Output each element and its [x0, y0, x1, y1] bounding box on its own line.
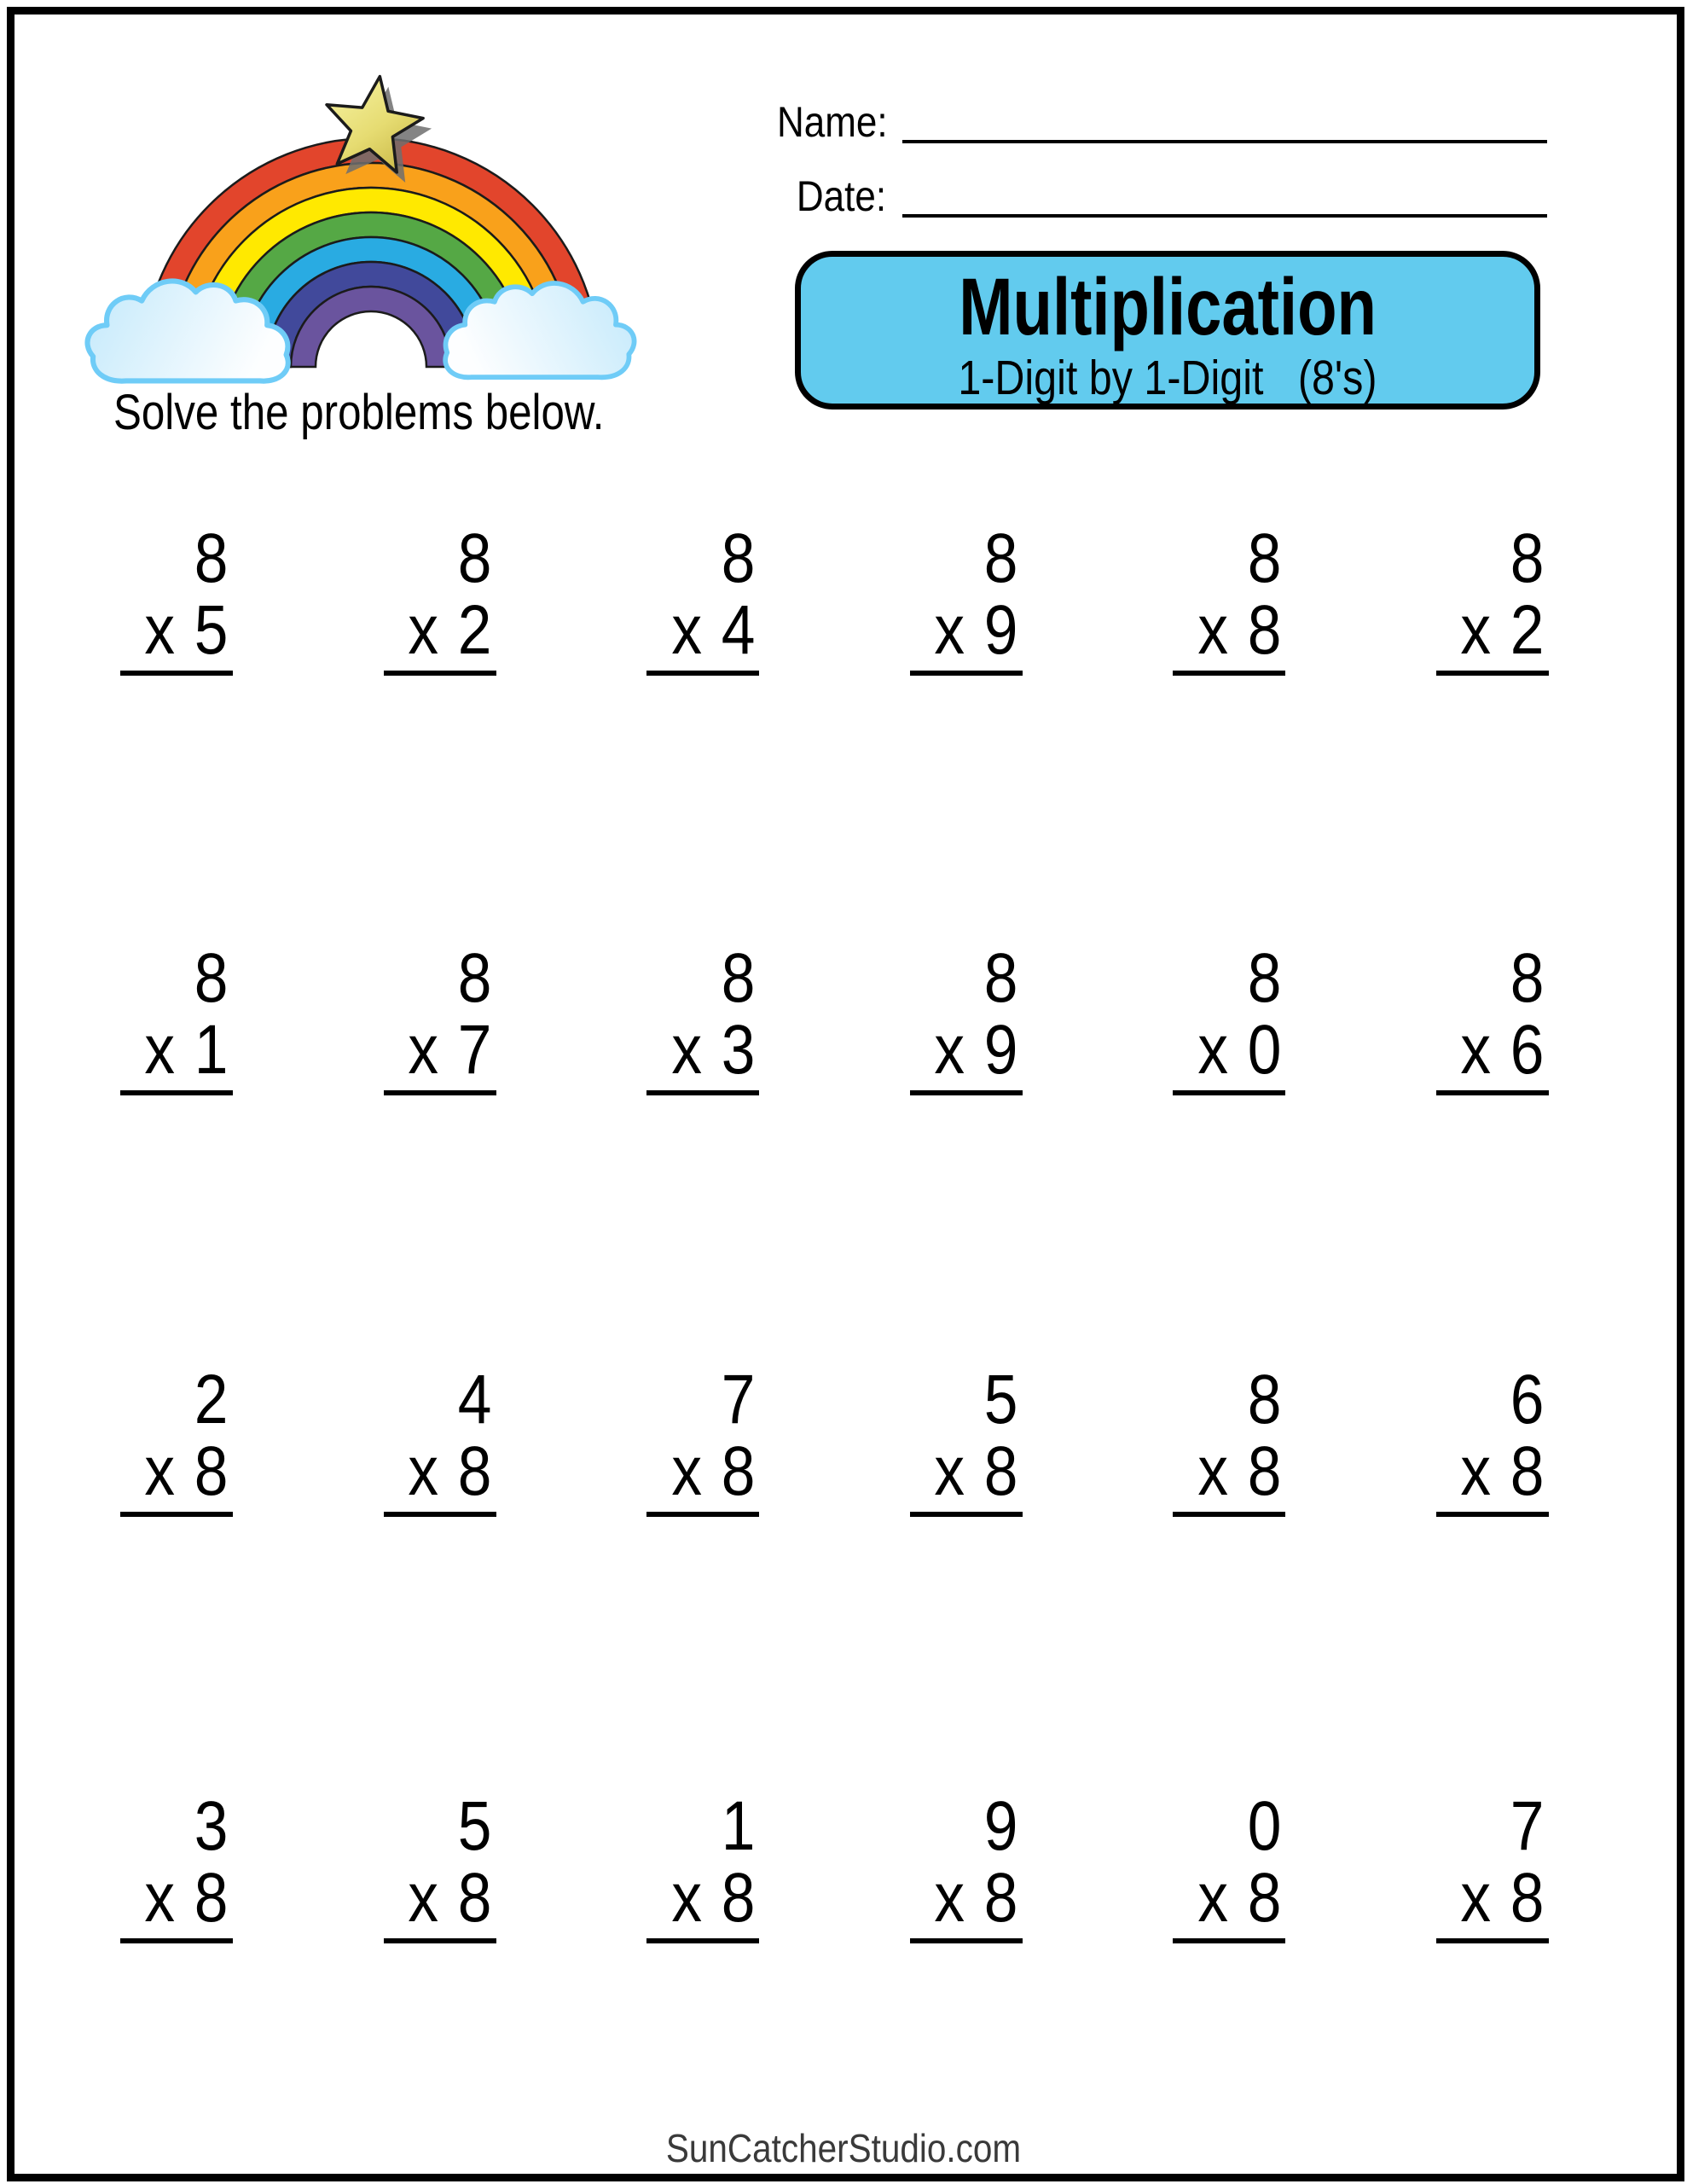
multiplier-row	[408, 1859, 496, 1937]
multiplicand: 5	[983, 1361, 1018, 1438]
problems-row	[120, 1787, 1549, 1943]
multiply-sign: x	[408, 1011, 439, 1089]
worksheet-subtitle: 1-Digit by 1-Digit (8's)	[958, 351, 1377, 405]
multiplication-problem	[1173, 520, 1285, 676]
multiplier: 8	[194, 1859, 229, 1937]
answer-line	[384, 1090, 496, 1095]
multiplier: 7	[457, 1011, 492, 1089]
multiplicand: 8	[983, 939, 1018, 1017]
multiply-sign: x	[934, 591, 965, 669]
multiply-sign: x	[144, 1859, 176, 1937]
multiply-sign: x	[934, 1432, 965, 1510]
multiplier-row	[934, 1859, 1023, 1937]
answer-line	[120, 1512, 233, 1517]
multiplier-row	[1460, 591, 1549, 669]
multiply-sign: x	[1460, 591, 1492, 669]
multiplier-row	[1197, 1011, 1285, 1089]
instruction-text: Solve the problems below.	[113, 385, 605, 440]
multiplication-problem	[646, 939, 759, 1095]
multiplication-problem	[910, 939, 1023, 1095]
multiplication-problem	[646, 1361, 759, 1517]
footer-site: SunCatcherStudio.com	[665, 2126, 1022, 2170]
answer-line	[384, 1512, 496, 1517]
multiplication-problem	[384, 939, 496, 1095]
multiplicand: 8	[1247, 1361, 1282, 1438]
multiplier-row	[1197, 1432, 1285, 1510]
multiply-sign: x	[408, 1859, 439, 1937]
answer-line	[384, 671, 496, 676]
multiplier-row	[670, 1432, 759, 1510]
multiplier-row	[934, 1432, 1023, 1510]
answer-line	[646, 671, 759, 676]
multiplicand: 8	[194, 520, 229, 597]
multiplicand: 1	[721, 1787, 755, 1865]
multiply-sign: x	[408, 591, 439, 669]
multiplication-problem	[1436, 1361, 1549, 1517]
multiplier: 8	[457, 1432, 492, 1510]
multiplicand: 8	[1510, 520, 1545, 597]
multiplier: 8	[1247, 591, 1282, 669]
multiplier: 8	[721, 1432, 755, 1510]
multiply-sign: x	[670, 1859, 702, 1937]
multiplicand: 8	[1247, 939, 1282, 1017]
multiplier-row	[1197, 1859, 1285, 1937]
multiplicand: 0	[1247, 1787, 1282, 1865]
answer-line	[910, 1090, 1023, 1095]
multiplication-problem	[1173, 1361, 1285, 1517]
answer-line	[120, 1938, 233, 1943]
multiplier: 9	[983, 591, 1018, 669]
multiplier-row	[408, 1432, 496, 1510]
answer-line	[1436, 1938, 1549, 1943]
answer-line	[120, 671, 233, 676]
answer-line	[910, 1512, 1023, 1517]
multiplication-problem	[1173, 939, 1285, 1095]
answer-line	[384, 1938, 496, 1943]
multiply-sign: x	[934, 1859, 965, 1937]
multiplicand: 8	[983, 520, 1018, 597]
answer-line	[646, 1512, 759, 1517]
multiply-sign: x	[144, 591, 176, 669]
multiplier: 4	[721, 591, 755, 669]
multiplier-row	[1460, 1011, 1549, 1089]
answer-line	[646, 1090, 759, 1095]
multiplier: 8	[721, 1859, 755, 1937]
answer-line	[120, 1090, 233, 1095]
multiply-sign: x	[1460, 1859, 1492, 1937]
multiplier: 8	[194, 1432, 229, 1510]
multiplier: 3	[721, 1011, 755, 1089]
multiplier: 1	[194, 1011, 229, 1089]
multiplication-problem	[120, 520, 233, 676]
multiplier: 6	[1510, 1011, 1545, 1089]
multiplier-row	[670, 591, 759, 669]
multiplication-problem	[910, 520, 1023, 676]
multiply-sign: x	[934, 1011, 965, 1089]
answer-line	[1173, 671, 1285, 676]
multiplier: 8	[457, 1859, 492, 1937]
answer-line	[1173, 1090, 1285, 1095]
multiplier: 9	[983, 1011, 1018, 1089]
multiplier-row	[144, 1859, 233, 1937]
multiply-sign: x	[408, 1432, 439, 1510]
multiplier-row	[144, 1011, 233, 1089]
multiplier: 5	[194, 591, 229, 669]
multiplier: 8	[1247, 1432, 1282, 1510]
multiply-sign: x	[1460, 1011, 1492, 1089]
answer-line	[910, 671, 1023, 676]
multiplication-problem	[910, 1361, 1023, 1517]
multiplier: 8	[983, 1432, 1018, 1510]
date-label: Date:	[796, 172, 887, 220]
multiplication-problem	[384, 520, 496, 676]
multiplicand: 8	[721, 939, 755, 1017]
answer-line	[1173, 1938, 1285, 1943]
multiplicand: 8	[457, 520, 492, 597]
multiplicand: 7	[1510, 1787, 1545, 1865]
multiplicand: 3	[194, 1787, 229, 1865]
multiplication-problem	[910, 1787, 1023, 1943]
multiplication-problem	[1436, 520, 1549, 676]
multiplicand: 6	[1510, 1361, 1545, 1438]
multiply-sign: x	[144, 1432, 176, 1510]
multiplicand: 5	[457, 1787, 492, 1865]
multiplier-row	[670, 1859, 759, 1937]
multiply-sign: x	[1197, 1432, 1228, 1510]
multiplier: 8	[1247, 1859, 1282, 1937]
answer-line	[910, 1938, 1023, 1943]
multiplication-problem	[646, 520, 759, 676]
multiply-sign: x	[670, 1432, 702, 1510]
problems-row	[120, 939, 1549, 1095]
multiplication-problem	[384, 1361, 496, 1517]
multiplier-row	[408, 591, 496, 669]
multiplier-row	[670, 1011, 759, 1089]
multiplication-problem	[120, 1361, 233, 1517]
multiplier-row	[1460, 1432, 1549, 1510]
multiply-sign: x	[670, 1011, 702, 1089]
multiplication-problem	[1436, 1787, 1549, 1943]
multiply-sign: x	[1197, 1859, 1228, 1937]
multiplication-problem	[1173, 1787, 1285, 1943]
multiplicand: 8	[1510, 939, 1545, 1017]
multiplicand: 8	[1247, 520, 1282, 597]
multiplicand: 7	[721, 1361, 755, 1438]
multiply-sign: x	[1197, 591, 1228, 669]
multiplier-row	[408, 1011, 496, 1089]
multiplicand: 2	[194, 1361, 229, 1438]
multiplier-row	[144, 591, 233, 669]
answer-line	[1436, 1512, 1549, 1517]
multiplier-row	[1460, 1859, 1549, 1937]
multiplicand: 4	[457, 1361, 492, 1438]
name-label: Name:	[777, 98, 888, 146]
multiply-sign: x	[670, 591, 702, 669]
multiplier: 0	[1247, 1011, 1282, 1089]
worksheet-title: Multiplication	[959, 262, 1377, 352]
multiplicand: 9	[983, 1787, 1018, 1865]
multiplier: 8	[983, 1859, 1018, 1937]
multiplication-problem	[1436, 939, 1549, 1095]
multiplication-problem	[120, 1787, 233, 1943]
answer-line	[646, 1938, 759, 1943]
problems-row	[120, 1361, 1549, 1517]
multiplication-problem	[646, 1787, 759, 1943]
answer-line	[1436, 1090, 1549, 1095]
multiplicand: 8	[194, 939, 229, 1017]
multiplier: 2	[457, 591, 492, 669]
multiplier-row	[934, 591, 1023, 669]
multiplicand: 8	[721, 520, 755, 597]
answer-line	[1173, 1512, 1285, 1517]
multiplication-problem	[384, 1787, 496, 1943]
multiply-sign: x	[1197, 1011, 1228, 1089]
answer-line	[1436, 671, 1549, 676]
multiplier-row	[1197, 591, 1285, 669]
problems-row	[120, 520, 1549, 676]
multiplier: 2	[1510, 591, 1545, 669]
multiplier-row	[934, 1011, 1023, 1089]
multiplier: 8	[1510, 1432, 1545, 1510]
multiply-sign: x	[144, 1011, 176, 1089]
multiplier: 8	[1510, 1859, 1545, 1937]
multiplier-row	[144, 1432, 233, 1510]
multiplicand: 8	[457, 939, 492, 1017]
multiplication-problem	[120, 939, 233, 1095]
multiply-sign: x	[1460, 1432, 1492, 1510]
